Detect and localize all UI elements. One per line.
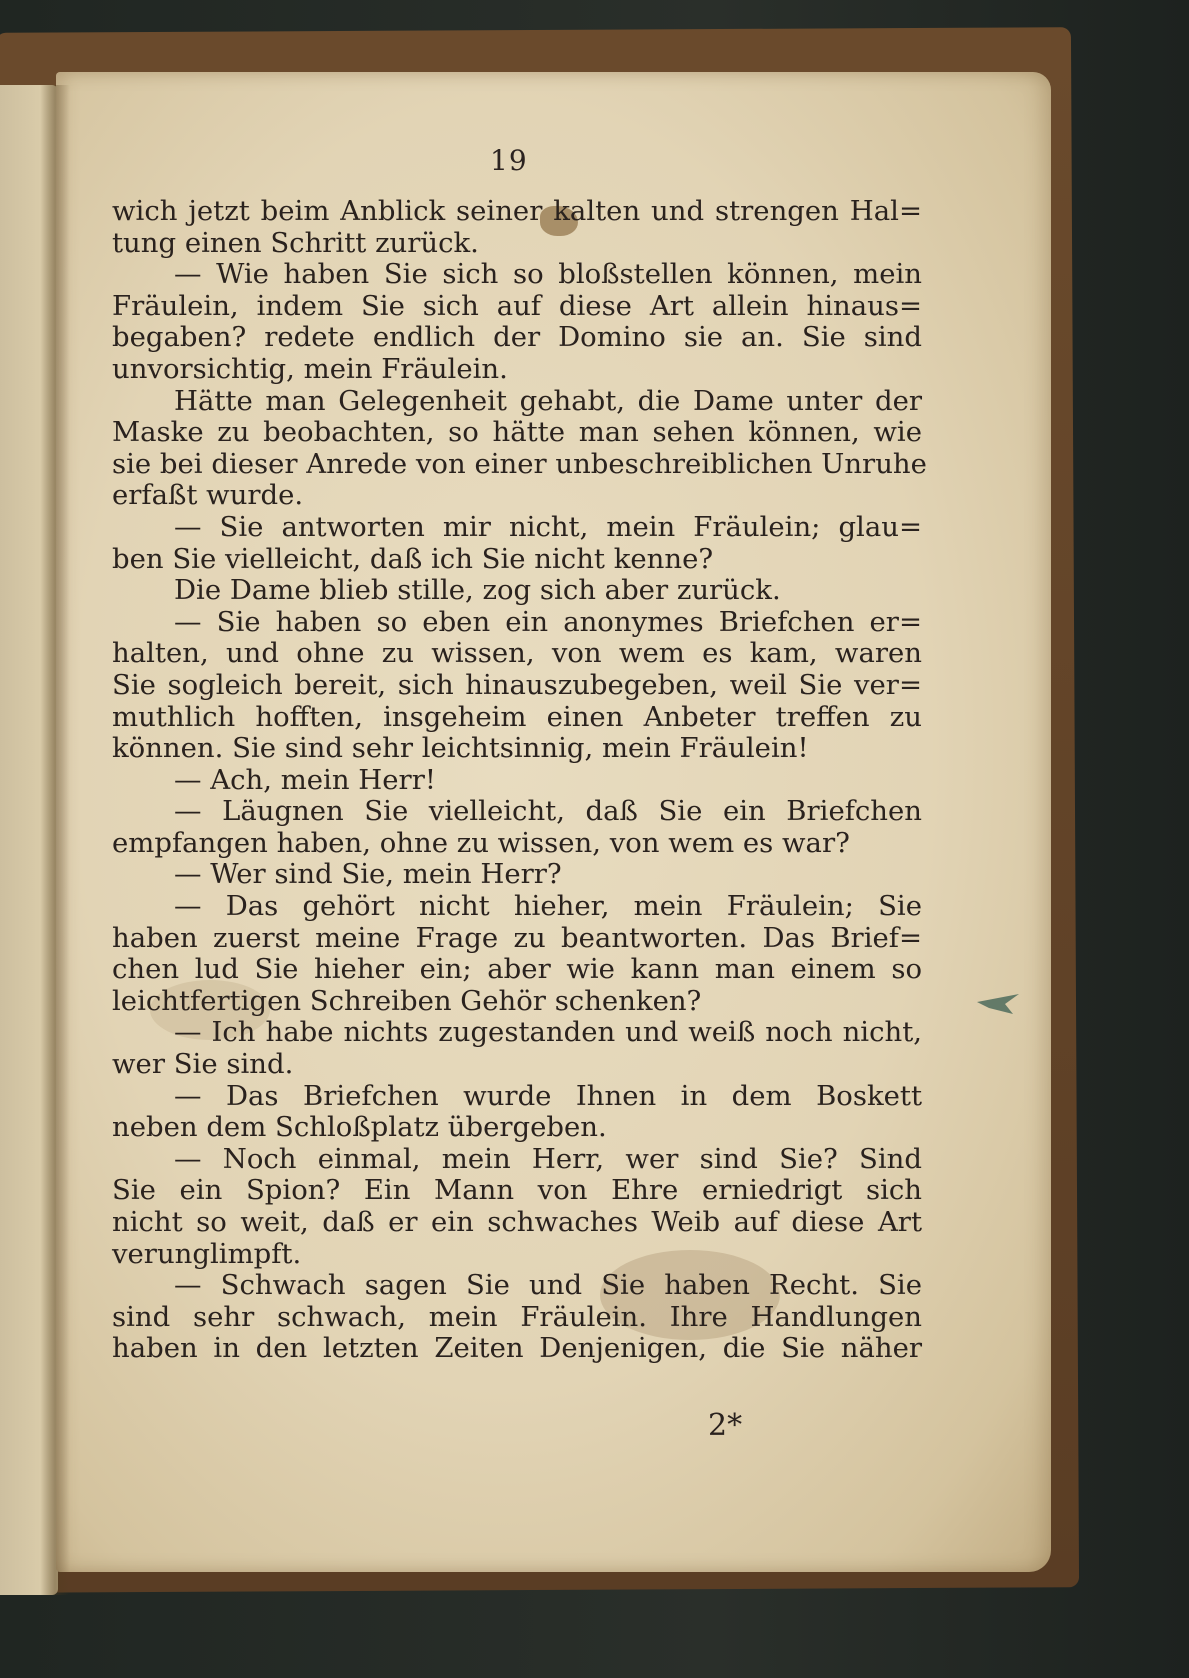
text-line: — Läugnen Sie vielleicht, daß Sie ein Briefchen [174, 795, 922, 828]
text-line: nicht so weit, daß er ein schwaches Weib auf diese Art [112, 1206, 922, 1238]
text-line: — Das gehört nicht hieher, mein Fräulein; Sie [174, 890, 922, 923]
text-line: wer Sie sind. [112, 1048, 294, 1081]
text-line: — Sie antworten mir nicht, mein Fräulein; glau= [174, 510, 922, 543]
text-line: ben Sie vielleicht, daß ich Sie nicht kenne? [112, 542, 714, 575]
text-line: — Das Briefchen wurde Ihnen in dem Boskett [174, 1079, 922, 1112]
text-line: tung einen Schritt zurück. [112, 226, 479, 259]
text-line: Die Dame blieb stille, zog sich aber zurück. [174, 574, 781, 607]
text-line: halten, und ohne zu wissen, von wem es kam, waren [112, 637, 922, 670]
green-ink-mark [975, 990, 1021, 1016]
text-line: wich jetzt beim Anblick seiner kalten und strengen Hal= [112, 195, 922, 227]
gutter-shadow [40, 85, 70, 1595]
text-line: Sie sogleich bereit, sich hinauszubegeben, weil Sie ver= [112, 668, 922, 701]
text-line: muthlich hofften, insgeheim einen Anbeter treffen zu [112, 700, 922, 733]
text-line: empfangen haben, ohne zu wissen, von wem es war? [112, 826, 850, 859]
text-line: erfaßt wurde. [112, 479, 304, 512]
text-line: — Noch einmal, mein Herr, wer sind Sie? Sind [174, 1142, 922, 1175]
page-number: 19 [490, 144, 528, 177]
signature-mark: 2* [708, 1408, 743, 1443]
text-line: leichtfertigen Schreiben Gehör schenken? [112, 984, 702, 1017]
text-line: können. Sie sind sehr leichtsinnig, mein Fräulein! [112, 732, 809, 765]
text-line: — Schwach sagen Sie und Sie haben Recht. Sie [174, 1269, 922, 1302]
text-line: Hätte man Gelegenheit gehabt, die Dame unter der [174, 384, 922, 417]
text-line: — Sie haben so eben ein anonymes Briefchen er= [174, 605, 922, 638]
text-line: begaben? redete endlich der Domino sie an. Sie sind [112, 321, 922, 354]
text-line: — Wie haben Sie sich so bloßstellen können, mein [174, 258, 922, 291]
text-line: verunglimpft. [112, 1237, 302, 1270]
text-line: neben dem Schloßplatz übergeben. [112, 1111, 607, 1144]
text-line: unvorsichtig, mein Fräulein. [112, 352, 508, 385]
text-line: Fräulein, indem Sie sich auf diese Art allein hinaus= [112, 289, 922, 322]
text-line: chen lud Sie hieher ein; aber wie kann man einem so [112, 953, 922, 986]
text-line: — Wer sind Sie, mein Herr? [174, 858, 562, 891]
text-line: — Ich habe nichts zugestanden und weiß noch nicht, [174, 1016, 922, 1049]
text-line: haben zuerst meine Frage zu beantworten. Das Brief= [112, 921, 922, 954]
text-line: haben in den letzten Zeiten Denjenigen, die Sie näher [112, 1332, 922, 1365]
text-line: — Ach, mein Herr! [174, 763, 436, 796]
text-line: Maske zu beobachten, so hätte man sehen können, wie [112, 416, 922, 449]
body-text [112, 195, 927, 1365]
text-line: sind sehr schwach, mein Fräulein. Ihre Handlungen [112, 1300, 922, 1333]
text-line: Sie ein Spion? Ein Mann von Ehre erniedrigt sich [112, 1174, 922, 1207]
text-line: sie bei dieser Anrede von einer unbeschreiblichen Unruhe [112, 447, 927, 480]
